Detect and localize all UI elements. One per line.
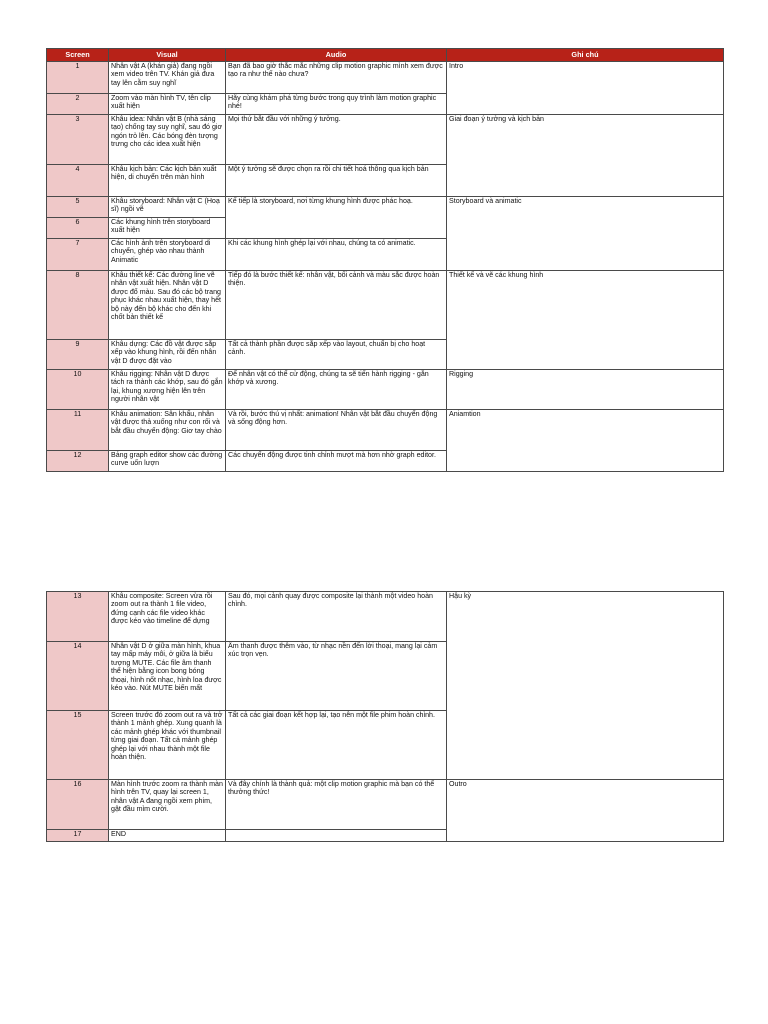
visual-cell: Khâu rigging: Nhân vật D được tách ra thành các khớp, sau đó gắn lại, khung xương hiện lên trên người nhân vật bbox=[109, 370, 226, 410]
audio-cell: Bạn đã bao giờ thắc mắc những clip motion graphic mình xem được tạo ra như thế nào chưa? bbox=[226, 62, 447, 94]
screen-number: 17 bbox=[47, 830, 109, 842]
visual-cell: Khâu animation: Sân khấu, nhân vật được thả xuống như con rối và bắt đầu chuyển động: Giơ tay chào bbox=[109, 410, 226, 451]
screen-number: 14 bbox=[47, 642, 109, 711]
note-cell: Rigging bbox=[447, 370, 724, 410]
audio-cell: Các chuyển động được tinh chỉnh mượt mà hơn nhờ graph editor. bbox=[226, 451, 447, 472]
audio-cell: Kế tiếp là storyboard, nơi từng khung hình được phác hoạ. bbox=[226, 197, 447, 239]
screen-number: 9 bbox=[47, 340, 109, 370]
screen-number: 12 bbox=[47, 451, 109, 472]
audio-cell: Tất cả các giai đoạn kết hợp lại, tạo nên một file phim hoàn chỉnh. bbox=[226, 711, 447, 780]
visual-cell: Khâu idea: Nhân vật B (nhà sáng tạo) chống tay suy nghĩ, sau đó giơ ngón trỏ lên. Các bóng đèn tượng trưng cho các idea xuất hiện bbox=[109, 115, 226, 165]
screen-number: 5 bbox=[47, 197, 109, 218]
visual-cell: Nhân vật D ở giữa màn hình, khua tay mấp máy môi, ở giữa là biểu tượng MUTE. Các file âm thanh thể hiện bằng icon bong bóng thoại, hình nốt nhạc, hình loa được kéo vào. Nút MUTE biến mất bbox=[109, 642, 226, 711]
screen-number: 2 bbox=[47, 94, 109, 115]
screen-number: 7 bbox=[47, 239, 109, 271]
audio-cell: Một ý tưởng sẽ được chọn ra rồi chi tiết hoá thông qua kịch bản bbox=[226, 165, 447, 197]
audio-cell: Tiếp đó là bước thiết kế: nhân vật, bối cảnh và màu sắc được hoàn thiện. bbox=[226, 271, 447, 340]
note-cell: Storyboard và animatic bbox=[447, 197, 724, 271]
table-row bbox=[47, 197, 724, 218]
screen-number: 3 bbox=[47, 115, 109, 165]
screen-number: 16 bbox=[47, 780, 109, 830]
screen-number: 4 bbox=[47, 165, 109, 197]
table-row bbox=[47, 410, 724, 451]
table-row bbox=[47, 115, 724, 165]
header-screen: Screen bbox=[47, 49, 109, 62]
audio-cell: Và đây chính là thành quả: một clip motion graphic mà bạn có thể thưởng thức! bbox=[226, 780, 447, 830]
visual-cell: Khâu dựng: Các đồ vật được sắp xếp vào khung hình, rồi đến nhân vật D được đặt vào bbox=[109, 340, 226, 370]
screen-number: 8 bbox=[47, 271, 109, 340]
visual-cell: Các khung hình trên storyboard xuất hiện bbox=[109, 218, 226, 239]
visual-cell: Zoom vào màn hình TV, tên clip xuất hiện bbox=[109, 94, 226, 115]
visual-cell: Bảng graph editor show các đường curve uốn lượn bbox=[109, 451, 226, 472]
audio-cell: Mọi thứ bắt đầu với những ý tưởng. bbox=[226, 115, 447, 165]
screen-number: 13 bbox=[47, 592, 109, 642]
note-cell: Thiết kế và vẽ các khung hình bbox=[447, 271, 724, 370]
audio-cell: Tất cả thành phần được sắp xếp vào layout, chuẩn bị cho hoạt cảnh. bbox=[226, 340, 447, 370]
audio-cell: Âm thanh được thêm vào, từ nhạc nền đến lời thoại, mang lại cảm xúc trọn vẹn. bbox=[226, 642, 447, 711]
visual-cell: Khâu storyboard: Nhân vật C (Hoạ sĩ) ngồi vẽ bbox=[109, 197, 226, 218]
table-row bbox=[47, 592, 724, 642]
screen-number: 15 bbox=[47, 711, 109, 780]
visual-cell: Screen trước đó zoom out ra và trở thành 1 mảnh ghép. Xung quanh là các mảnh ghép khác với thumbnail từng giai đoạn. Tất cả mảnh ghép ghép lại với nhau thành một file hoàn thiện. bbox=[109, 711, 226, 780]
screen-number: 10 bbox=[47, 370, 109, 410]
screen-number: 1 bbox=[47, 62, 109, 94]
audio-cell bbox=[226, 830, 447, 842]
note-cell: Intro bbox=[447, 62, 724, 115]
visual-cell: Màn hình trước zoom ra thành màn hình trên TV, quay lại screen 1, nhân vật A đang ngồi xem phim, gật đầu mỉm cười. bbox=[109, 780, 226, 830]
visual-cell: Khâu composite: Screen vừa rồi zoom out ra thành 1 file video, đứng cạnh các file video khác được kéo vào timeline để dựng bbox=[109, 592, 226, 642]
note-cell: Outro bbox=[447, 780, 724, 842]
visual-cell: Các hình ảnh trên storyboard di chuyển, ghép vào nhau thành Animatic bbox=[109, 239, 226, 271]
note-cell: Hậu kỳ bbox=[447, 592, 724, 780]
visual-cell: Nhân vật A (khán giả) đang ngồi xem video trên TV. Khán giả đưa tay lên cằm suy nghĩ bbox=[109, 62, 226, 94]
audio-cell: Để nhân vật có thể cử động, chúng ta sẽ tiến hành rigging - gắn khớp và xương. bbox=[226, 370, 447, 410]
note-cell: Aniamtion bbox=[447, 410, 724, 472]
screen-number: 11 bbox=[47, 410, 109, 451]
table-row bbox=[47, 271, 724, 340]
visual-cell: END bbox=[109, 830, 226, 842]
header-visual: Visual bbox=[109, 49, 226, 62]
screen-number: 6 bbox=[47, 218, 109, 239]
audio-cell: Sau đó, mọi cảnh quay được composite lại thành một video hoàn chỉnh. bbox=[226, 592, 447, 642]
table-row bbox=[47, 62, 724, 94]
header-row bbox=[47, 49, 724, 62]
header-audio: Audio bbox=[226, 49, 447, 62]
visual-cell: Khâu kịch bản: Các kịch bản xuất hiện, di chuyển trên màn hình bbox=[109, 165, 226, 197]
table-row bbox=[47, 370, 724, 410]
audio-cell: Hãy cùng khám phá từng bước trong quy trình làm motion graphic nhé! bbox=[226, 94, 447, 115]
audio-cell: Khi các khung hình ghép lại với nhau, chúng ta có animatic. bbox=[226, 239, 447, 271]
header-note: Ghi chú bbox=[447, 49, 724, 62]
note-cell: Giai đoạn ý tưởng và kịch bản bbox=[447, 115, 724, 197]
storyboard-table-page-2 bbox=[46, 591, 724, 842]
visual-cell: Khâu thiết kế: Các đường line vẽ nhân vật xuất hiện. Nhân vật D được đổ màu. Sau đó các bộ trang phục khác nhau xuất hiện, thay hết bộ này đến bộ khác cho đến khi chốt bản thiết kế bbox=[109, 271, 226, 340]
table-row bbox=[47, 780, 724, 830]
storyboard-table-page-1 bbox=[46, 48, 724, 472]
audio-cell: Và rồi, bước thú vị nhất: animation! Nhân vật bắt đầu chuyển động và sống động hơn. bbox=[226, 410, 447, 451]
